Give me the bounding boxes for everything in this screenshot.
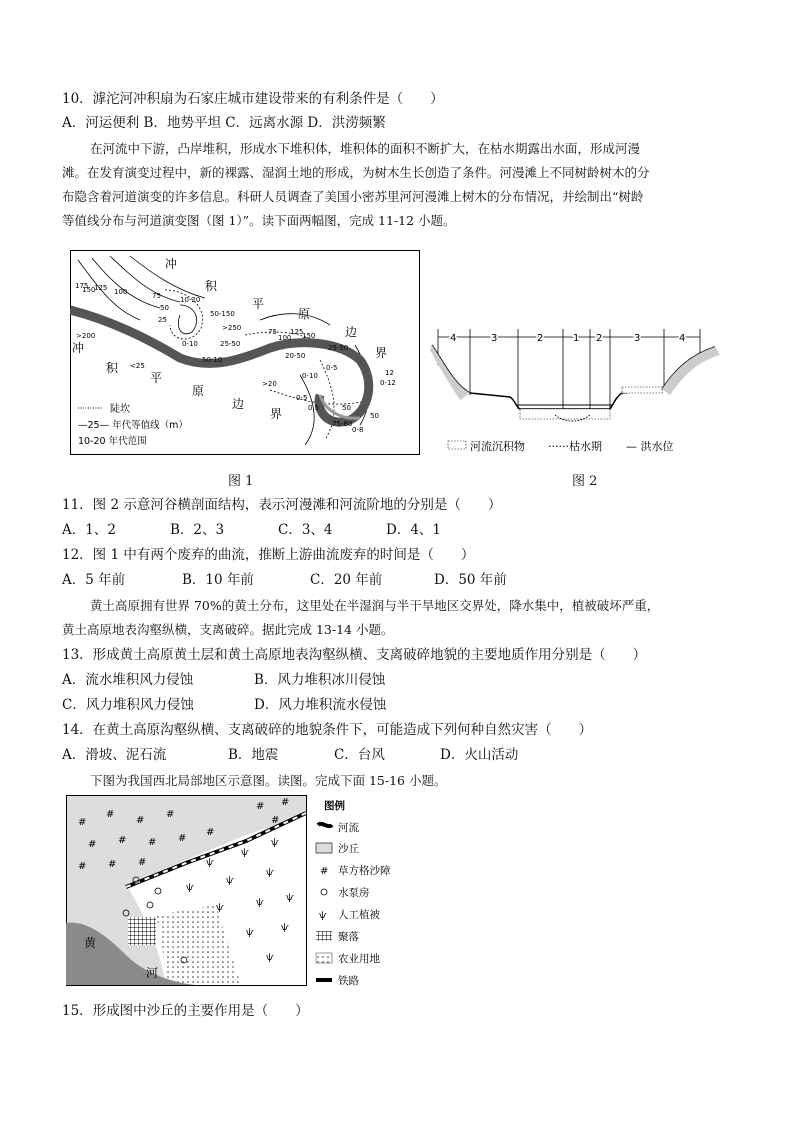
legend-vegetation-icon: ѱ — [319, 911, 327, 921]
legend-pump: 水泵房 — [338, 887, 370, 899]
segment-label: 2 — [537, 333, 544, 344]
contour-value: 50 — [342, 404, 351, 412]
fig1-label: 边 — [232, 397, 245, 411]
svg-text:#: # — [148, 837, 157, 848]
svg-text:#: # — [78, 817, 87, 828]
contour-value: >200 — [76, 332, 96, 340]
contour-value: >250 — [222, 324, 242, 332]
segment-label: 3 — [491, 333, 498, 344]
svg-text:ѱ: ѱ — [266, 868, 274, 878]
fig1-label: 平 — [150, 371, 163, 385]
passage2-line-1: 黄土高原拥有世界 70%的黄土分布，这里处在半湿润与半干旱地区交界处，降水集中，植被破坏严重， — [90, 598, 660, 613]
fig1-label: 原 — [192, 384, 205, 398]
q11-stem: 11．图 2 示意河谷横剖面结构，表示河漫滩和河流阶地的分别是（ ） — [62, 497, 502, 513]
q12-option-d: D．50 年前 — [434, 572, 507, 588]
contour-value: 0-8 — [352, 426, 364, 434]
contour-value: 175 — [75, 282, 89, 290]
q13-options-row1 — [62, 671, 385, 689]
svg-text:#: # — [256, 801, 265, 812]
legend-railway: 铁路 — [338, 975, 359, 987]
svg-text:#: # — [281, 797, 290, 808]
legend-dune-icon — [316, 843, 332, 853]
segment-label: 2 — [596, 333, 603, 344]
contour-value: 0-5 — [326, 364, 338, 372]
contour-value: 0-10 — [302, 372, 318, 380]
river-label: 黄 — [84, 936, 97, 950]
q10-options: A．河运便利 B．地势平坦 C．远离水源 D．洪涝频繁 — [62, 115, 386, 131]
fig1-label: 积 — [205, 279, 218, 293]
q13-option-a: A．流水堆积风力侵蚀 — [62, 672, 194, 688]
svg-text:ѱ: ѱ — [241, 848, 249, 858]
legend-river-icon — [318, 824, 332, 826]
contour-value: 0-12 — [380, 379, 396, 387]
contour-value: 125 — [290, 328, 304, 336]
contour-value: 0-10 — [182, 340, 198, 348]
legend-pump-icon — [321, 889, 327, 895]
legend-grass: 草方格沙障 — [338, 865, 391, 877]
segment-boundaries — [438, 329, 700, 417]
fig1-label: 界 — [375, 346, 388, 360]
svg-text:#: # — [78, 861, 87, 872]
fig1-label: 界 — [270, 407, 283, 421]
sediment-layer — [622, 387, 662, 393]
contour-value: 25-50 — [328, 344, 349, 352]
fig1-caption: 图 1 — [228, 474, 254, 489]
settlement-block — [128, 917, 156, 945]
q12-option-b: B．10 年前 — [182, 572, 254, 588]
svg-text:ѱ: ѱ — [256, 898, 264, 908]
svg-text:ѱ: ѱ — [206, 858, 214, 868]
contour-value: 75-80 — [332, 420, 353, 428]
contour-value: 100 — [114, 288, 128, 296]
q11-options — [62, 521, 441, 539]
q10-stem: 10．滹沱河冲积扇为石家庄城市建设带来的有利条件是（ ） — [62, 91, 444, 107]
svg-text:ѱ: ѱ — [271, 838, 279, 848]
contour-value: 10-20 — [180, 296, 201, 304]
q11-option-a: A．1、2 — [62, 522, 116, 538]
svg-text:#: # — [108, 859, 117, 870]
q13-stem: 13．形成黄土高原黄土层和黄土高原地表沟壑纵横、支离破碎地貌的主要地质作用分别是（ ） — [62, 647, 647, 663]
svg-text:ѱ: ѱ — [286, 893, 294, 903]
fig1-label: 平 — [252, 297, 265, 311]
figure-2 — [430, 325, 720, 465]
contour-value: 50 — [160, 304, 169, 312]
svg-text:ѱ: ѱ — [216, 903, 224, 913]
svg-text:ѱ: ѱ — [226, 876, 234, 886]
svg-text:#: # — [166, 809, 175, 820]
sediment-layer — [520, 409, 610, 419]
q13-option-c: C．风力堆积风力侵蚀 — [62, 697, 194, 713]
contour-value: 20-50 — [285, 352, 306, 360]
contour-value: >20 — [262, 380, 277, 388]
svg-text:ѱ: ѱ — [266, 953, 274, 963]
svg-text:#: # — [118, 835, 127, 846]
fig2-legend-sediment: 河流沉积物 — [470, 440, 525, 453]
q14-option-b: B．地震 — [228, 747, 279, 763]
fig2-legend-flood: — 洪水位 — [626, 440, 674, 453]
contour-value: 50-150 — [210, 310, 235, 318]
fig1-legend-range: 10-20 年代范围 — [78, 436, 147, 447]
passage1-line-4: 等值线分布与河道演变图（图 1）”。读下面两幅图，完成 11-12 小题。 — [62, 213, 456, 228]
legend-farmland: 农业用地 — [338, 953, 380, 965]
segment-label: 4 — [450, 333, 457, 344]
fig1-label: 冲 — [165, 257, 178, 271]
q13-option-b: B．风力堆积冰川侵蚀 — [254, 672, 386, 688]
fig1-label: 原 — [298, 307, 311, 321]
fig1-legend-scarp: 陡坎 — [110, 404, 130, 415]
contour-value: 50 — [370, 412, 379, 420]
svg-text:#: # — [138, 857, 147, 868]
segment-label: 4 — [679, 333, 686, 344]
segment-label: 1 — [573, 333, 580, 344]
q13-options-row2 — [62, 696, 386, 714]
passage1-line-2: 滩。在发育演变过程中，新的裸露、湿润土地的形成，为树木生长创造了条件。河漫滩上不同树龄树木的分 — [62, 165, 650, 180]
contour-value: 150 — [302, 332, 316, 340]
fig1-legend-contour: —25— 年代等值线（m） — [78, 420, 188, 431]
contour-value: 75 — [152, 292, 161, 300]
q14-option-d: D．火山活动 — [440, 747, 519, 763]
q14-option-a: A．滑坡、泥石流 — [62, 747, 167, 763]
svg-text:ѱ: ѱ — [186, 883, 194, 893]
river-label: 河 — [146, 966, 159, 980]
passage1-line-3: 布隐含着河道演变的许多信息。科研人员调查了美国小密苏里河河漫滩上树木的分布情况，并绘制出“树龄 — [62, 189, 644, 204]
legend-farmland-icon — [316, 953, 332, 963]
svg-text:#: # — [271, 815, 280, 826]
contour-value: 25 — [158, 316, 167, 324]
passage2-line-2: 黄土高原地表沟壑纵横，支离破碎。据此完成 13-14 小题。 — [62, 622, 394, 637]
fig1-label: 边 — [345, 325, 358, 339]
contour-value: <25 — [130, 362, 145, 370]
q12-option-c: C．20 年前 — [310, 572, 383, 588]
q14-option-c: C．台风 — [334, 747, 385, 763]
contour-value: 75 — [268, 328, 277, 336]
legend-river: 河流 — [338, 822, 359, 834]
fig1-label: 冲 — [72, 341, 85, 355]
q14-stem: 14．在黄土高原沟壑纵横、支离破碎的地貌条件下，可能造成下列何种自然灾害（ ） — [62, 722, 593, 738]
sediment-legend-symbol — [448, 441, 466, 449]
valley-hatch-right — [662, 347, 720, 395]
svg-text:#: # — [206, 827, 215, 838]
contour-value: 125 — [94, 284, 108, 292]
fig2-caption: 图 2 — [572, 474, 598, 489]
legend-settlement-icon — [316, 931, 332, 941]
q14-options — [62, 746, 518, 764]
svg-text:#: # — [178, 833, 187, 844]
q12-stem: 12．图 1 中有两个废弃的曲流，推断上游曲流废弃的时间是（ ） — [62, 547, 475, 563]
contour-value: 100 — [278, 334, 292, 342]
contour-value: 0-5 — [296, 394, 308, 402]
legend-vegetation: 人工植被 — [338, 909, 380, 921]
svg-text:#: # — [136, 815, 145, 826]
legend-grass-icon: # — [320, 866, 329, 877]
contour-value: 12 — [385, 369, 394, 377]
legend-title: 图例 — [324, 800, 345, 812]
passage1-line-1: 在河流中下游，凸岸堆积，形成水下堆积体，堆积体的面积不断扩大，在枯水期露出水面，形成河漫 — [90, 141, 641, 156]
fig2-legend-dry: ······枯水期 — [548, 440, 602, 453]
q12-options — [62, 571, 507, 589]
svg-text:#: # — [88, 839, 97, 850]
figure-1 — [70, 250, 420, 455]
northwest-map — [66, 795, 396, 990]
q11-option-d: D．4、1 — [386, 522, 442, 538]
q13-option-d: D．风力堆积流水侵蚀 — [254, 697, 387, 713]
contour-value: 25-50 — [220, 340, 241, 348]
contour-value: 150 — [82, 286, 96, 294]
q11-option-c: C．3、4 — [278, 522, 333, 538]
svg-text:ѱ: ѱ — [281, 923, 289, 933]
svg-text:ѱ: ѱ — [246, 928, 254, 938]
legend-dune: 沙丘 — [338, 843, 359, 855]
contour-value: 0.5 — [308, 404, 320, 412]
segment-label: 3 — [634, 333, 641, 344]
map-legend — [316, 799, 391, 987]
q15-stem: 15．形成图中沙丘的主要作用是（ ） — [62, 1003, 309, 1019]
contour-value: 50-10 — [202, 356, 223, 364]
legend-settlement: 聚落 — [338, 931, 359, 943]
fig1-label: 积 — [106, 361, 119, 375]
passage3: 下图为我国西北局部地区示意图。读图。完成下面 15-16 小题。 — [90, 773, 447, 788]
q12-option-a: A．5 年前 — [62, 572, 126, 588]
svg-text:#: # — [106, 809, 115, 820]
q11-option-b: B．2、3 — [170, 522, 225, 538]
